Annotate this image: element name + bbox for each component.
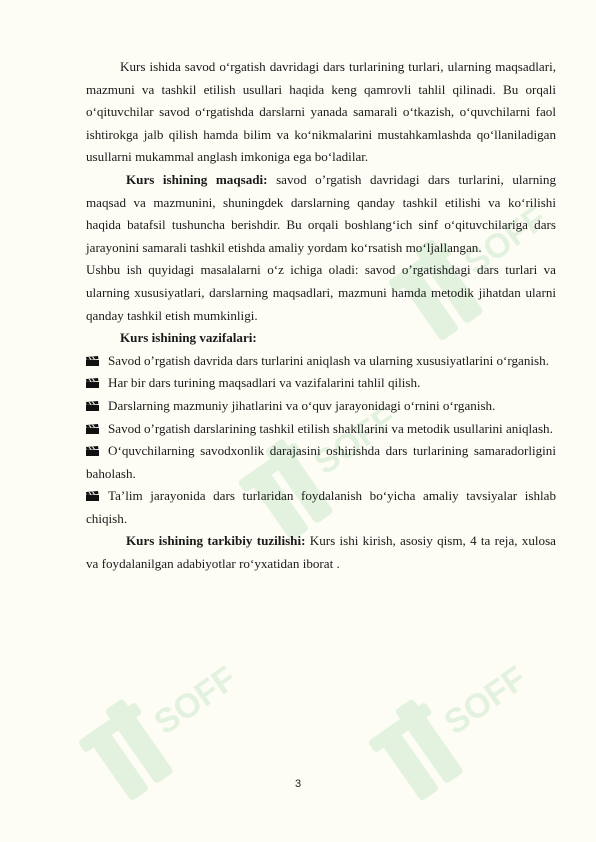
task-list-item xyxy=(86,395,556,418)
structure-paragraph xyxy=(86,530,556,575)
goal-text: savod o’rgatish davridagi dars turlarini, ularning maqsad va mazmunini, shuningdek darslarning qanday tashkil etilishi va ko‘rilishi haqida batafsil tushuncha berishdir. Bu orqali boshlang‘ich sinf o‘qituvchilariga dars jarayonini samarali tashkil etishda amaliy yordam ko‘rsatish mo‘ljallangan. xyxy=(86,171,557,255)
goal-label: Kurs ishining maqsadi: xyxy=(126,171,268,187)
intro-paragraph: Kurs ishida savod o‘rgatish davridagi dars turlarining turlari, ularning maqsadlari, mazmuni va tashkil etilish usullari haqida keng qamrovli tahlil qilinadi. Bu orqali o‘qituvchilar savod o‘rgatishda darslarni yanada samarali o‘tkazish, o‘quvchilarni faol ishtirokga jalb qilish hamda bilim va ko‘nikmalarini mustahkamlashda qo‘llaniladigan usullarni mukammal anglash imkoniga ega bo‘ladilar. xyxy=(86,59,556,165)
tasks-heading: Kurs ishining vazifalari: xyxy=(120,330,257,346)
task-text: Ta’lim jarayonida dars turlaridan foydalanish bo‘yicha amaliy tavsiyalar ishlab chiqish. xyxy=(86,488,556,526)
svg-text:SOFF: SOFF xyxy=(147,659,244,743)
goal-paragraph xyxy=(86,169,556,259)
task-list-item xyxy=(86,418,556,441)
clapperboard-icon xyxy=(86,491,99,501)
task-text: Savod o’rgatish darslarining tashkil etilish shakllarini va metodik usullarini aniqlash. xyxy=(108,420,553,436)
task-text: Darslarning mazmuniy jihatlarini va o‘quv jarayonidagi o‘rnini o‘rganish. xyxy=(108,397,496,413)
clapperboard-icon xyxy=(86,424,99,434)
clapperboard-icon xyxy=(86,446,99,456)
clapperboard-icon xyxy=(86,401,99,411)
svg-text:SOFF: SOFF xyxy=(437,659,534,743)
clapperboard-icon xyxy=(86,378,99,388)
task-text: Har bir dars turining maqsadlari va vazifalarini tahlil qilish. xyxy=(108,375,421,391)
clapperboard-icon xyxy=(86,356,99,366)
svg-text:SOFF: SOFF xyxy=(307,399,404,483)
task-list-item xyxy=(86,372,556,395)
task-text: O‘quvchilarning savodxonlik darajasini oshirishda dars turlarining samaradorligini baholash. xyxy=(86,443,556,481)
task-list-item xyxy=(86,440,556,485)
task-list-item xyxy=(86,485,556,530)
structure-label: Kurs ishining tarkibiy tuzilishi: xyxy=(126,533,306,549)
task-text: Savod o’rgatish davrida dars turlarini aniqlash va ularning xususiyatlarini o‘rganish. xyxy=(108,352,549,368)
page-content xyxy=(86,56,556,576)
structure-text: Kurs ishi kirish, asosiy qism, 4 ta reja, xulosa va foydalanilgan adabiyotlar ro‘yxatidan iborat . xyxy=(86,533,556,572)
page-number: 3 xyxy=(294,778,302,790)
tasks-intro-paragraph: Ushbu ish quyidagi masalalarni o‘z ichiga oladi: savod o’rgatishdagi dars turlari va ularning xususiyatlari, darslarning maqsadlari, mazmuni hamda metodik jihatdan ularni qanday tashkil etish mumkinligi. xyxy=(86,262,556,323)
svg-text:SOFF: SOFF xyxy=(457,199,554,283)
task-list-item xyxy=(86,350,556,373)
task-list xyxy=(86,350,556,531)
